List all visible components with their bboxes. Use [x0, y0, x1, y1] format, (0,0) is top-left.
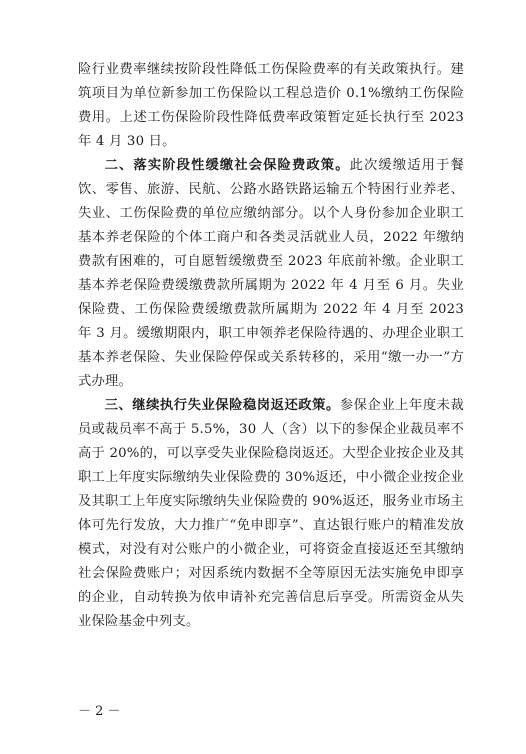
page-number: － 2 － [78, 704, 121, 719]
paragraph-3 [78, 394, 464, 634]
document-body [78, 58, 464, 634]
paragraph-3-text: 参保企业上年度未裁员或裁员率不高于 5.5%，30 人（含）以下的参保企业裁员率不高于 20%的，可以享受失业保险稳岗返还。大型企业按企业及其职工上年度实际缴纳失业保险费的 30%返还，中小微企业按企业及其职工上年度实际缴纳失业保险费的 90%返还，服务业市场主体可先行发放，大力推广“免申即享”、直达银行账户的精准发放模式，对没有对公账户的小微企业，可将资金直接返还至其缴纳社会保险费账户；对因系统内数据不全等原因无法实施免申即享的企业，自动转换为依申请补充完善信息后享受。所需资金从失业保险基金中列支。 [78, 398, 464, 629]
paragraph-1-text: 险行业费率继续按阶段性降低工伤保险费率的有关政策执行。建筑项目为单位新参加工伤保险以工程总造价 0.1%缴纳工伤保险费用。上述工伤保险阶段性降低费率政策暂定延长执行至 2023 年 4 月 30 日。 [78, 62, 464, 149]
section-2-heading: 二、落实阶段性缓缴社会保险费政策。 [104, 158, 350, 173]
paragraph-1 [78, 58, 464, 154]
section-3-heading: 三、继续执行失业保险稳岗返还政策。 [104, 398, 340, 413]
paragraph-2-text: 此次缓缴适用于餐饮、零售、旅游、民航、公路水路铁路运输五个特困行业养老、失业、工伤保险费的单位应缴纳部分。以个人身份参加企业职工基本养老保险的个体工商户和各类灵活就业人员，2022 年缴纳费款有困难的，可自愿暂缓缴费至 2023 年底前补缴。企业职工基本养老保险费缓缴费款所属期为 2022 年 4 月至 6 月。失业保险费、工伤保险费缓缴费款所属期为 2022 年 4 月至 2023 年 3 月。缓缴期限内，职工申领养老保险待遇的、办理企业职工基本养老保险、失业保险停保或关系转移的，采用“缴一办一”方式办理。 [78, 158, 464, 389]
paragraph-2 [78, 154, 464, 394]
